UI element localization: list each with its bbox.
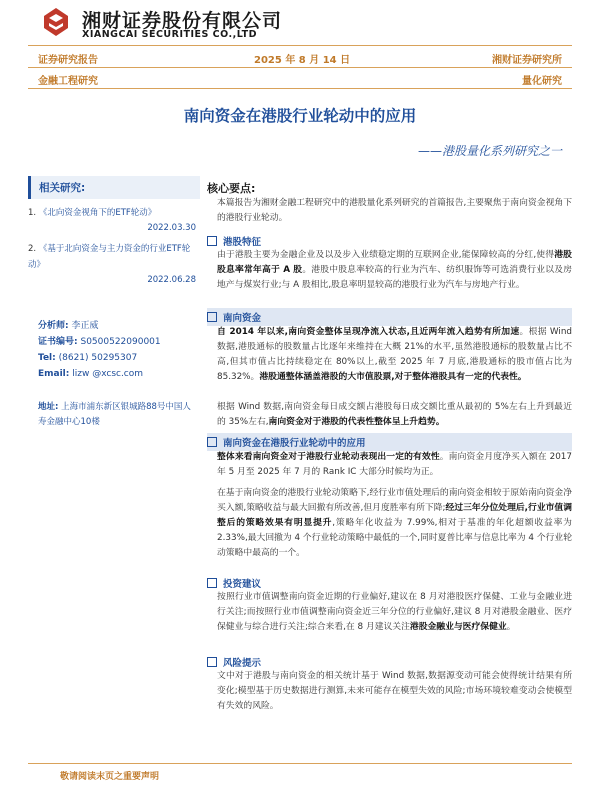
checkbox-icon bbox=[207, 657, 217, 667]
highlight-text: 自 2014 年以来,南向资金整体呈现净流入状态,且近两年流入趋势有所加速 bbox=[217, 327, 520, 337]
report-title: 南向资金在港股行业轮动中的应用 bbox=[183, 107, 417, 125]
related-research bbox=[28, 176, 200, 287]
section-paragraph: 在基于南向资金的港股行业轮动策略下,经行业市值处理后的南向资金相较于原始南向资金净买入额,策略收益与最大回撤有所改善,但月度胜率有所下降;经过三年分位处理后,行业市值调整后的策略效果有明显提升,策略年化收益为 7.99%,相对于基准的年化超额收益率为 2.33%,最大回撤为 4 个行业轮动策略中最低的一个,同时夏普比率与信息比率为 4 个行业轮动策略中最高的一个。 bbox=[217, 488, 573, 558]
section-title: 港股特征 bbox=[223, 237, 262, 248]
analyst-name-row bbox=[38, 318, 99, 334]
related-item-title[interactable]: 《基于北向资金与主力资金的行业ETF轮动》 bbox=[28, 244, 191, 270]
report-type: 证券研究报告 bbox=[38, 55, 98, 66]
company-name-en: XIANGCAI SECURITIES CO.,LTD bbox=[82, 29, 258, 40]
related-item-date: 2022.06.28 bbox=[147, 275, 196, 285]
category: 量化研究 bbox=[522, 76, 562, 87]
analyst-email-row bbox=[38, 366, 143, 382]
header-divider-top bbox=[28, 45, 572, 46]
address-text: 上海市浦东新区银城路88号中国人寿金融中心10楼 bbox=[38, 402, 191, 427]
company-name-cn: 湘财证券股份有限公司 bbox=[82, 10, 283, 32]
related-item-title[interactable]: 《北向资金视角下的ETF轮动》 bbox=[38, 208, 157, 218]
cert-number: S0500522090001 bbox=[80, 337, 161, 347]
analyst-tel-row bbox=[38, 350, 137, 366]
tel-label: Tel: bbox=[38, 353, 56, 363]
related-item[interactable] bbox=[28, 205, 200, 221]
related-item-number: 2. bbox=[28, 244, 37, 254]
core-points-title: 核心要点: bbox=[207, 182, 256, 195]
section-title: 投资建议 bbox=[223, 579, 262, 590]
highlight-text: 港股金融业与医疗保健业 bbox=[409, 622, 507, 632]
intro-paragraph: 本篇报告为湘财金融工程研究中的港股量化系列研究的首篇报告,主要聚焦于南向资金视角下的港股行业轮动。 bbox=[217, 198, 572, 223]
department: 金融工程研究 bbox=[38, 76, 98, 87]
institute: 湘财证券研究所 bbox=[492, 55, 562, 66]
section-title: 南向资金 bbox=[223, 313, 262, 324]
section-paragraph: 根据 Wind 数据,南向资金每日成交额占港股每日成交额比重从最初的 5%左右上升到最近的 35%左右,南向资金对于港股的代表性整体呈上升趋势。 bbox=[217, 402, 572, 427]
section-paragraph: 整体来看南向资金对于港股行业轮动表现出一定的有效性。南向资金月度净买入额在 2017 年 5 月至 2025 年 7 月的 Rank IC 大部分时候均为正。 bbox=[217, 452, 572, 477]
highlight-text: 南向资金对于港股的代表性整体呈上升趋势。 bbox=[268, 417, 445, 427]
highlight-text: 港股通整体涵盖港股的大市值股票,对于整体港股具有一定的代表性。 bbox=[259, 372, 527, 382]
email-address[interactable]: lizw @xcsc.com bbox=[72, 369, 144, 379]
section-title: 风险提示 bbox=[223, 658, 262, 669]
highlight-text: 整体来看南向资金对于港股行业轮动表现出一定的有效性 bbox=[217, 452, 440, 462]
section-paragraph: 由于港股主要为金融企业及以及步入业绩稳定期的互联网企业,能保障较高的分红,使得港股股息率常年高于 A 股。港股中股息率较高的行业为汽车、纺织服饰等可选消费行业以及房地产与煤炭行业;与 A 股相比,股息率明显较高的港股行业为汽车与房地产行业。 bbox=[217, 250, 572, 290]
address-label: 地址: bbox=[38, 402, 59, 412]
analyst-label: 分析师: bbox=[38, 321, 69, 331]
section-paragraph: 按照行业市值调整南向资金近期的行业偏好,建议在 8 月对港股医疗保健、工业与金融业进行关注;而按照行业市值调整南向资金近三年分位的行业偏好,建议 8 月对港股金融业、医疗保健业与综合进行关注;综合来看,在 8 月建议关注港股金融业与医疗保健业。 bbox=[217, 592, 572, 632]
email-label: Email: bbox=[38, 369, 70, 379]
section-title: 南向资金在港股行业轮动中的应用 bbox=[223, 438, 366, 449]
checkbox-icon bbox=[207, 312, 217, 322]
analyst-cert-row bbox=[38, 334, 161, 350]
checkbox-icon bbox=[207, 236, 217, 246]
section-paragraph: 文中对于港股与南向资金的相关统计基于 Wind 数据,数据源变动可能会使得统计结果有所变化;模型基于历史数据进行测算,未来可能存在模型失效的风险;市场环境较难变动会使模型有失效的风险。 bbox=[217, 671, 572, 711]
section-heading-rotation bbox=[207, 433, 572, 451]
report-date: 2025 年 8 月 14 日 bbox=[254, 55, 351, 66]
address-block bbox=[38, 400, 198, 430]
checkbox-icon bbox=[207, 578, 217, 588]
related-item-date: 2022.03.30 bbox=[147, 223, 196, 233]
analyst-name: 李正威 bbox=[71, 321, 99, 331]
related-research-heading: 相关研究: bbox=[28, 176, 200, 199]
related-item[interactable] bbox=[28, 241, 200, 273]
footer-disclaimer[interactable]: 敬请阅读末页之重要声明 bbox=[60, 772, 160, 782]
highlight-text: 经过三年分位处理后,行业市值调整后的策略效果有明显提升 bbox=[217, 503, 573, 528]
footer-divider bbox=[28, 763, 572, 764]
company-logo bbox=[40, 6, 72, 38]
section-heading-southbound bbox=[207, 308, 572, 326]
report-subtitle: ——港股量化系列研究之一 bbox=[417, 144, 562, 158]
related-item-number: 1. bbox=[28, 208, 37, 218]
tel-number: (8621) 50295307 bbox=[58, 353, 138, 363]
section-paragraph: 自 2014 年以来,南向资金整体呈现净流入状态,且近两年流入趋势有所加速。根据 Wind 数据,港股通标的股数量占比逐年来维持在大概 21%的水平,虽然港股通标的股数量占比不高,但其市值占比持续稳定在 80%以上,截至 2025 年 7 月底,港股通标的股市值占比为 85.32%。港股通整体涵盖港股的大市值股票,对于整体港股具有一定的代表性。 bbox=[217, 327, 573, 382]
cert-label: 证书编号: bbox=[38, 337, 78, 347]
header-divider-middle bbox=[28, 67, 572, 68]
header-divider-bottom bbox=[28, 88, 572, 89]
checkbox-icon bbox=[207, 437, 217, 447]
highlight-text: 港股股息率常年高于 A 股 bbox=[217, 250, 572, 275]
